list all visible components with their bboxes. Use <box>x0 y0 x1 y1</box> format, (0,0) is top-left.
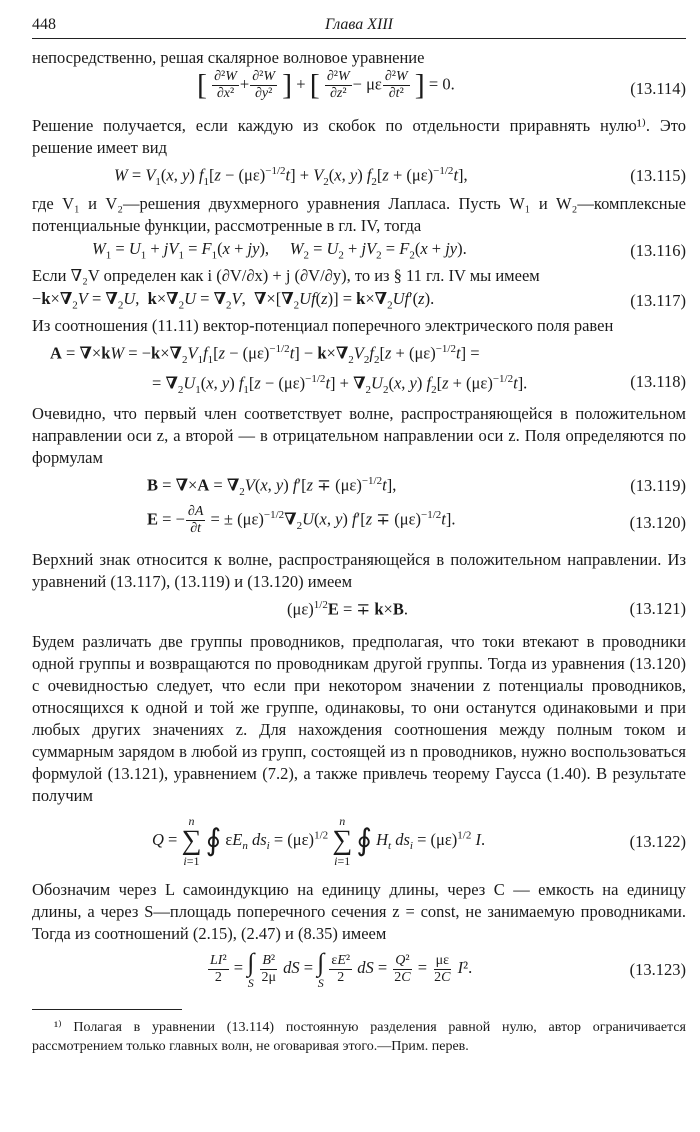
equation-number: (13.121) <box>629 599 686 618</box>
paragraph-9: Обозначим через L самоиндукцию на единицу длины, через C — емкость на единицу длины, а через S—площадь поперечного сечения z = const, не занимаемую проводниками. Тогда из соотношений (2.15), (2.47) и (8.35) имеем <box>32 880 686 943</box>
equation-number: (13.116) <box>630 241 686 260</box>
paragraph-6: Очевидно, что первый член соответствует волне, распространяющейся в положительном направлении оси z, а второй — в отрицательном направлении оси z. Поля определяются по формулам <box>32 404 686 467</box>
equation-13-114: [ $\frac{\text{∂²W}}{\text{∂x²}}$ + $\frac{\text{∂²W}}{\text{∂y²}}$ ] + [ $\frac{\text{∂²W}}{\text{∂z²}}$ − με $\frac{\text{∂²W}}{\text{∂t²}}$ ] = 0. (13.114) <box>197 68 686 102</box>
paragraph-3: где V₁ и V₂—решения двухмерного уравнения Лапласа. Пусть W₁ и W₂—комплексные потенциальные функции, рассмотренные в гл. IV, тогда <box>32 194 686 235</box>
equation-13-119: $B = \nabla\times A = \nabla_2V(x$, y) $f'[z \mp (\mu\varepsilon)^{-1/2}t]$, (13.119) <box>147 475 686 498</box>
chapter-title: Глава XIII <box>324 16 393 33</box>
equation-number: (13.120) <box>629 513 686 532</box>
page-number: 448 <box>32 16 56 33</box>
equation-13-118-line-2: = $\nabla_2U_1(x$, y) $f_1[z - (\mu\varepsilon)^{-1/2}t] + \nabla_2U_2(x$, y) $f_2[z + (\mu\varepsilon)^{-1/2}t]$. (13.118) <box>152 372 686 396</box>
equation-number: (13.117) <box>630 291 686 310</box>
paragraph-5: Из соотношения (11.11) вектор-потенциал поперечного электрического поля равен <box>32 316 614 335</box>
equation-13-118-line-1: $A = \nabla\times kW = -k\times\nabla_2V_1f_1[z - (\mu\varepsilon)^{-1/2}t] - k\times\nabla_2V_2f_2[z + (\mu\varepsilon)^{-1/2}t]$ = <box>50 343 480 366</box>
equation-13-115: $W = V_1(x$, y) $f_1[z - (\mu\varepsilon)^{-1/2}t] + V_2(x$, y) $f_2[z + (\mu\varepsilon)^{-1/2}t]$, (13.115) <box>114 165 686 188</box>
equation-13-123: $\frac{\text{LI²}}{2}$ = ∫ S $\frac{\text{B²}}{2\mu}$ dS = ∫ S $\frac{\text{εE²}}{2}$ dS = $\frac{\text{Q²}}{2C}$ = $\frac{\mu\varepsilon}{2C}$ I². (13.123) <box>210 948 686 990</box>
page-header <box>32 12 686 39</box>
equation-13-117: $-k\times\nabla_2V = \nabla_2U$, $k\times\nabla_2U = \nabla_2V$, $\nabla\times[\nabla_2Uf(z)] = k\times\nabla_2Uf'(z)$. (13.117) <box>32 289 686 312</box>
paragraph-1: непосредственно, решая скалярное волновое уравнение <box>32 48 425 67</box>
equation-number: (13.123) <box>629 960 686 979</box>
equation-number: (13.114) <box>630 79 686 98</box>
paragraph-4: Если ∇₂V определен как i (∂V/∂x) + j (∂V/∂y), то из § 11 гл. IV мы имеем <box>32 266 540 285</box>
equation-13-122: Q = n ∑ i=1 ∮ $\varepsilon E_n$ $ds_i = (\mu\varepsilon)^{1/2}$ n ∑ i=1 ∮ $H_t$ $ds_i = (\mu\varepsilon)^{1/2}$ I. (13.122) <box>152 814 686 868</box>
footnote: ¹⁾ Полагая в уравнении (13.114) постоянную разделения равной нулю, автор ограничивается рассмотрением только главных волн, не оговаривая этого.—Прим. перев. <box>32 1020 686 1054</box>
equation-number: (13.115) <box>630 166 686 185</box>
equation-number: (13.119) <box>630 476 686 495</box>
equation-13-121: $(\mu\varepsilon)^{1/2}E$ = ∓ k×B. (13.121) <box>32 593 686 625</box>
equation-13-116: $W_1 = U_1 + jV_1 = F_1(x + jy)$, $W_2 = U_2 + jV_2 = F_2(x + jy)$. (13.116) <box>92 239 686 262</box>
paragraph-8: Будем различать две группы проводников, предполагая, что токи втекают в проводники одной группы и возвращаются по проводникам другой группы. Тогда из уравнения (13.120) с очевидностью следует, что если при некотором значении z потенциалы проводников, относящихся к одной и той же группе, одинаковы, то они останутся одинаковыми и при любых других значениях z. Для нахождения соотношения между полным током и суммарным зарядом в любой из групп, состоящей из n проводников, нужно воспользоваться формулой (13.121), уравнением (7.2), а также привлечь теорему Гаусса (1.40). В результате получим <box>32 632 686 805</box>
equation-number: (13.122) <box>629 832 686 851</box>
equation-number: (13.118) <box>630 372 686 391</box>
footnote-divider <box>32 1009 182 1010</box>
equation-13-120: E = − $\frac{\partial A}{\partial t}$ = ± $(\mu\varepsilon)^{-1/2}\nabla_2U(x$, y) $f'[z \mp (\mu\varepsilon)^{-1/2}t]$. (13.120) <box>147 504 686 537</box>
paragraph-7: Верхний знак относится к волне, распространяющейся в положительном направлении. Из уравнений (13.117), (13.119) и (13.120) имеем <box>32 550 686 591</box>
paragraph-2: Решение получается, если каждую из скобок по отдельности приравнять нулю¹⁾. Это решение имеет вид <box>32 116 686 157</box>
